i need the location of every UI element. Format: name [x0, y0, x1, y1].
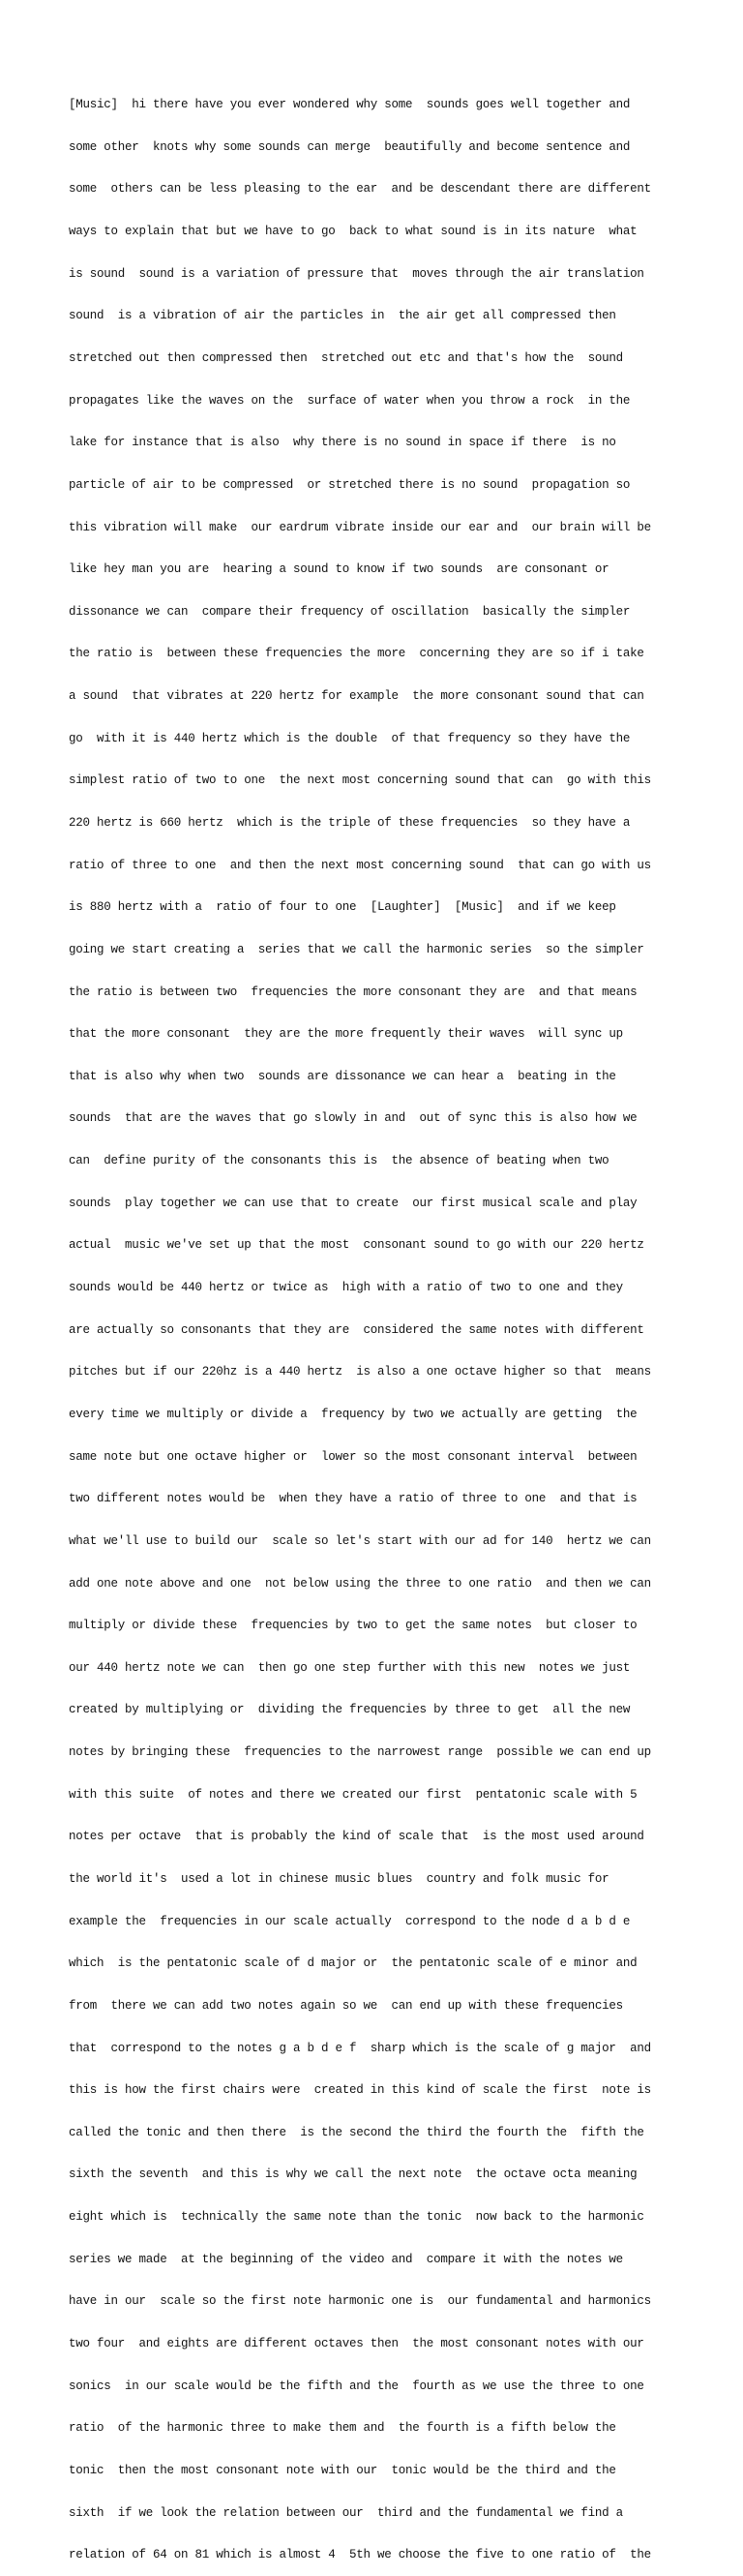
transcript-line: tonic then the most consonant note with our tonic would be the third and the	[69, 2463, 616, 2477]
transcript-line: ways to explain that but we have to go back to what sound is in its nature what	[69, 225, 638, 239]
transcript-line: 220 hertz is 660 hertz which is the triple of these frequencies so they have a	[69, 815, 631, 830]
transcript-line: like hey man you are hearing a sound to know if two sounds are consonant or	[69, 562, 609, 577]
transcript-line: sounds that are the waves that go slowly in and out of sync this is also how we	[69, 1111, 638, 1126]
transcript-line: the ratio is between two frequencies the more consonant they are and that means	[69, 985, 638, 999]
transcript-line: with this suite of notes and there we created our first pentatonic scale with 5	[69, 1787, 638, 1802]
transcript-line: notes by bringing these frequencies to the narrowest range possible we can end up	[69, 1745, 651, 1760]
transcript-line: sonics in our scale would be the fifth and the fourth as we use the three to one	[69, 2379, 644, 2393]
transcript-line: created by multiplying or dividing the frequencies by three to get all the new	[69, 1703, 631, 1717]
transcript-line: our 440 hertz note we can then go one step further with this new notes we just	[69, 1660, 631, 1675]
transcript-line: is sound sound is a variation of pressure that moves through the air translation	[69, 266, 644, 281]
transcript-line: sound is a vibration of air the particles in the air get all compressed then	[69, 309, 616, 323]
transcript-line: some other knots why some sounds can merge beautifully and become sentence and	[69, 139, 631, 154]
transcript-page	[69, 70, 688, 2576]
transcript-line: relation of 64 on 81 which is almost 4 5th we choose the five to one ratio of the	[69, 2548, 651, 2562]
transcript-line: multiply or divide these frequencies by two to get the same notes but closer to	[69, 1619, 638, 1633]
transcript-line: some others can be less pleasing to the ear and be descendant there are different	[69, 182, 651, 197]
transcript-line: eight which is technically the same note than the tonic now back to the harmonic	[69, 2210, 644, 2225]
transcript-line: dissonance we can compare their frequency of oscillation basically the simpler	[69, 604, 631, 619]
transcript-line: pitches but if our 220hz is a 440 hertz is also a one octave higher so that means	[69, 1365, 651, 1379]
transcript-line: example the frequencies in our scale actually correspond to the node d a b d e	[69, 1914, 631, 1928]
transcript-line: simplest ratio of two to one the next most concerning sound that can go with this	[69, 773, 651, 788]
transcript-line: a sound that vibrates at 220 hertz for example the more consonant sound that can	[69, 689, 644, 704]
transcript-line: same note but one octave higher or lower so the most consonant interval between	[69, 1449, 638, 1464]
transcript-line: series we made at the beginning of the video and compare it with the notes we	[69, 2252, 623, 2266]
transcript-line: sounds play together we can use that to create our first musical scale and play	[69, 1196, 638, 1210]
transcript-line: going we start creating a series that we call the harmonic series so the simpler	[69, 942, 644, 956]
transcript-line: stretched out then compressed then stretched out etc and that's how the sound	[69, 350, 623, 365]
transcript-line: sixth if we look the relation between our third and the fundamental we find a	[69, 2505, 623, 2520]
transcript-line: are actually so consonants that they are considered the same notes with different	[69, 1322, 644, 1337]
transcript-line: that correspond to the notes g a b d e f sharp which is the scale of g major and	[69, 2041, 651, 2055]
transcript-line: go with it is 440 hertz which is the double of that frequency so they have the	[69, 731, 631, 745]
transcript-line: called the tonic and then there is the second the third the fourth the fifth the	[69, 2125, 644, 2139]
transcript-line: from there we can add two notes again so we can end up with these frequencies	[69, 1998, 623, 2013]
transcript-line: this is how the first chairs were created in this kind of scale the first note is	[69, 2083, 651, 2098]
transcript-line: that is also why when two sounds are dissonance we can hear a beating in the	[69, 1069, 616, 1083]
transcript-line: this vibration will make our eardrum vibrate inside our ear and our brain will be	[69, 520, 651, 534]
transcript-line: lake for instance that is also why there is no sound in space if there is no	[69, 436, 616, 450]
transcript-line: ratio of three to one and then the next most concerning sound that can go with us	[69, 858, 651, 872]
transcript-line: two different notes would be when they have a ratio of three to one and that is	[69, 1492, 638, 1506]
transcript-line: is 880 hertz with a ratio of four to one [Laughter] [Music] and if we keep	[69, 900, 616, 915]
transcript-line: every time we multiply or divide a frequency by two we actually are getting the	[69, 1407, 638, 1421]
transcript-line: add one note above and one not below using the three to one ratio and then we can	[69, 1576, 651, 1591]
transcript-line: sixth the seventh and this is why we call the next note the octave octa meaning	[69, 2167, 638, 2182]
transcript-line: two four and eights are different octaves then the most consonant notes with our	[69, 2337, 644, 2351]
transcript-line: which is the pentatonic scale of d major or the pentatonic scale of e minor and	[69, 1956, 638, 1971]
transcript-line: [Music] hi there have you ever wondered why some sounds goes well together and	[69, 98, 631, 112]
transcript-line: the world it's used a lot in chinese music blues country and folk music for	[69, 1872, 609, 1886]
transcript-line: have in our scale so the first note harmonic one is our fundamental and harmonics	[69, 2294, 651, 2309]
transcript-line: sounds would be 440 hertz or twice as high with a ratio of two to one and they	[69, 1281, 623, 1295]
transcript-line: actual music we've set up that the most consonant sound to go with our 220 hertz	[69, 1238, 644, 1253]
transcript-line: the ratio is between these frequencies the more concerning they are so if i take	[69, 647, 644, 661]
transcript-line: propagates like the waves on the surface of water when you throw a rock in the	[69, 393, 631, 408]
transcript-line: ratio of the harmonic three to make them and the fourth is a fifth below the	[69, 2421, 616, 2436]
transcript-line: can define purity of the consonants this is the absence of beating when two	[69, 1154, 609, 1168]
transcript-line: notes per octave that is probably the kind of scale that is the most used around	[69, 1830, 644, 1844]
transcript-line: that the more consonant they are the more frequently their waves will sync up	[69, 1027, 623, 1042]
transcript-line: particle of air to be compressed or stretched there is no sound propagation so	[69, 477, 631, 492]
transcript-line: what we'll use to build our scale so let's start with our ad for 140 hertz we can	[69, 1533, 651, 1548]
